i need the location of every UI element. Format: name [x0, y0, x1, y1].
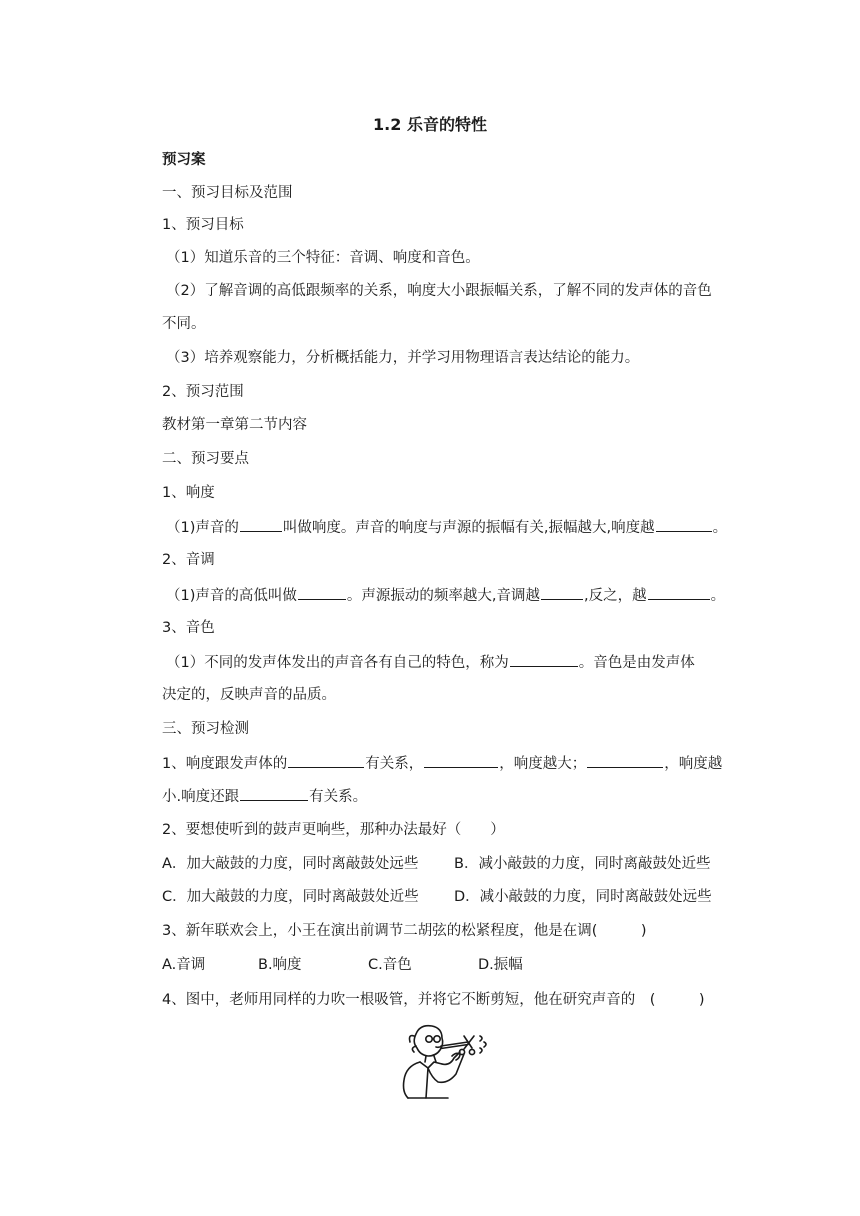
fill-blank[interactable]	[510, 652, 578, 667]
goal-2-line2: 不同。	[162, 316, 206, 332]
page-title: 1.2 乐音的特性	[373, 115, 487, 134]
option-a[interactable]: A．加大敲鼓的力度，同时离敲鼓处远些	[162, 856, 419, 872]
question-2-options-ab	[162, 854, 726, 874]
option-d[interactable]: D.振幅	[478, 957, 523, 973]
question-2: 2、要想使听到的鼓声更响些，那种办法最好（ ）	[162, 822, 505, 838]
goal-1: （1）知道乐音的三个特征：音调、响度和音色。	[166, 250, 480, 266]
heading-goals: 1、预习目标	[162, 217, 244, 233]
fill-blank[interactable]	[587, 753, 663, 768]
fill-blank[interactable]	[298, 585, 346, 600]
goal-3: （3）培养观察能力，分析概括能力，并学习用物理语言表达结论的能力。	[166, 350, 640, 366]
loudness-question: （1)声音的 叫做响度。声音的响度与声源的振幅有关,振幅越大,响度越 。	[166, 517, 732, 538]
fill-blank[interactable]	[541, 585, 583, 600]
key-point-pitch: 2、音调	[162, 552, 215, 568]
section-preview-heading: 预习案	[162, 152, 206, 168]
key-point-loudness: 1、响度	[162, 485, 215, 501]
scope-text: 教材第一章第二节内容	[162, 417, 307, 433]
question-3-options	[162, 955, 732, 975]
fill-blank[interactable]	[648, 585, 710, 600]
option-b[interactable]: B.响度	[258, 957, 302, 973]
timbre-question-line2: 决定的，反映声音的品质。	[162, 687, 336, 703]
key-point-timbre: 3、音色	[162, 620, 215, 636]
heading-key-points: 二、预习要点	[162, 451, 249, 467]
option-c[interactable]: C．加大敲鼓的力度，同时离敲鼓处近些	[162, 889, 419, 905]
question-3: 3、新年联欢会上，小王在演出前调节二胡弦的松紧程度，他是在调( )	[162, 923, 647, 939]
question-2-options-cd	[162, 887, 726, 907]
question-1-line1: 1、响度跟发声体的 有关系， ，响度越大； ，响度越	[162, 753, 732, 774]
timbre-question-line1: （1）不同的发声体发出的声音各有自己的特色，称为 。音色是由发声体	[166, 652, 732, 673]
fill-blank[interactable]	[240, 517, 282, 532]
goal-2-line1: （2）了解音调的高低跟频率的关系，响度大小跟振幅关系，了解不同的发声体的音色	[166, 283, 712, 299]
fill-blank[interactable]	[288, 753, 364, 768]
fill-blank[interactable]	[424, 753, 498, 768]
fill-blank[interactable]	[240, 786, 308, 801]
option-d[interactable]: D．减小敲鼓的力度，同时离敲鼓处远些	[454, 889, 712, 905]
question-1-line2: 小.响度还跟 有关系。	[162, 786, 732, 807]
pitch-question: （1)声音的高低叫做 。声源振动的频率越大,音调越 ,反之，越 。	[166, 585, 732, 606]
heading-preview-test: 三、预习检测	[162, 721, 249, 737]
option-b[interactable]: B．减小敲鼓的力度，同时离敲鼓处近些	[454, 856, 711, 872]
option-a[interactable]: A.音调	[162, 957, 206, 973]
heading-scope: 2、预习范围	[162, 384, 244, 400]
option-c[interactable]: C.音色	[368, 957, 412, 973]
question-4: 4、图中，老师用同样的力吹一根吸管，并将它不断剪短，他在研究声音的 ( )	[162, 992, 705, 1008]
heading-goals-scope: 一、预习目标及范围	[162, 185, 293, 201]
teacher-blowing-straw-illustration	[398, 1022, 504, 1100]
fill-blank[interactable]	[656, 517, 712, 532]
